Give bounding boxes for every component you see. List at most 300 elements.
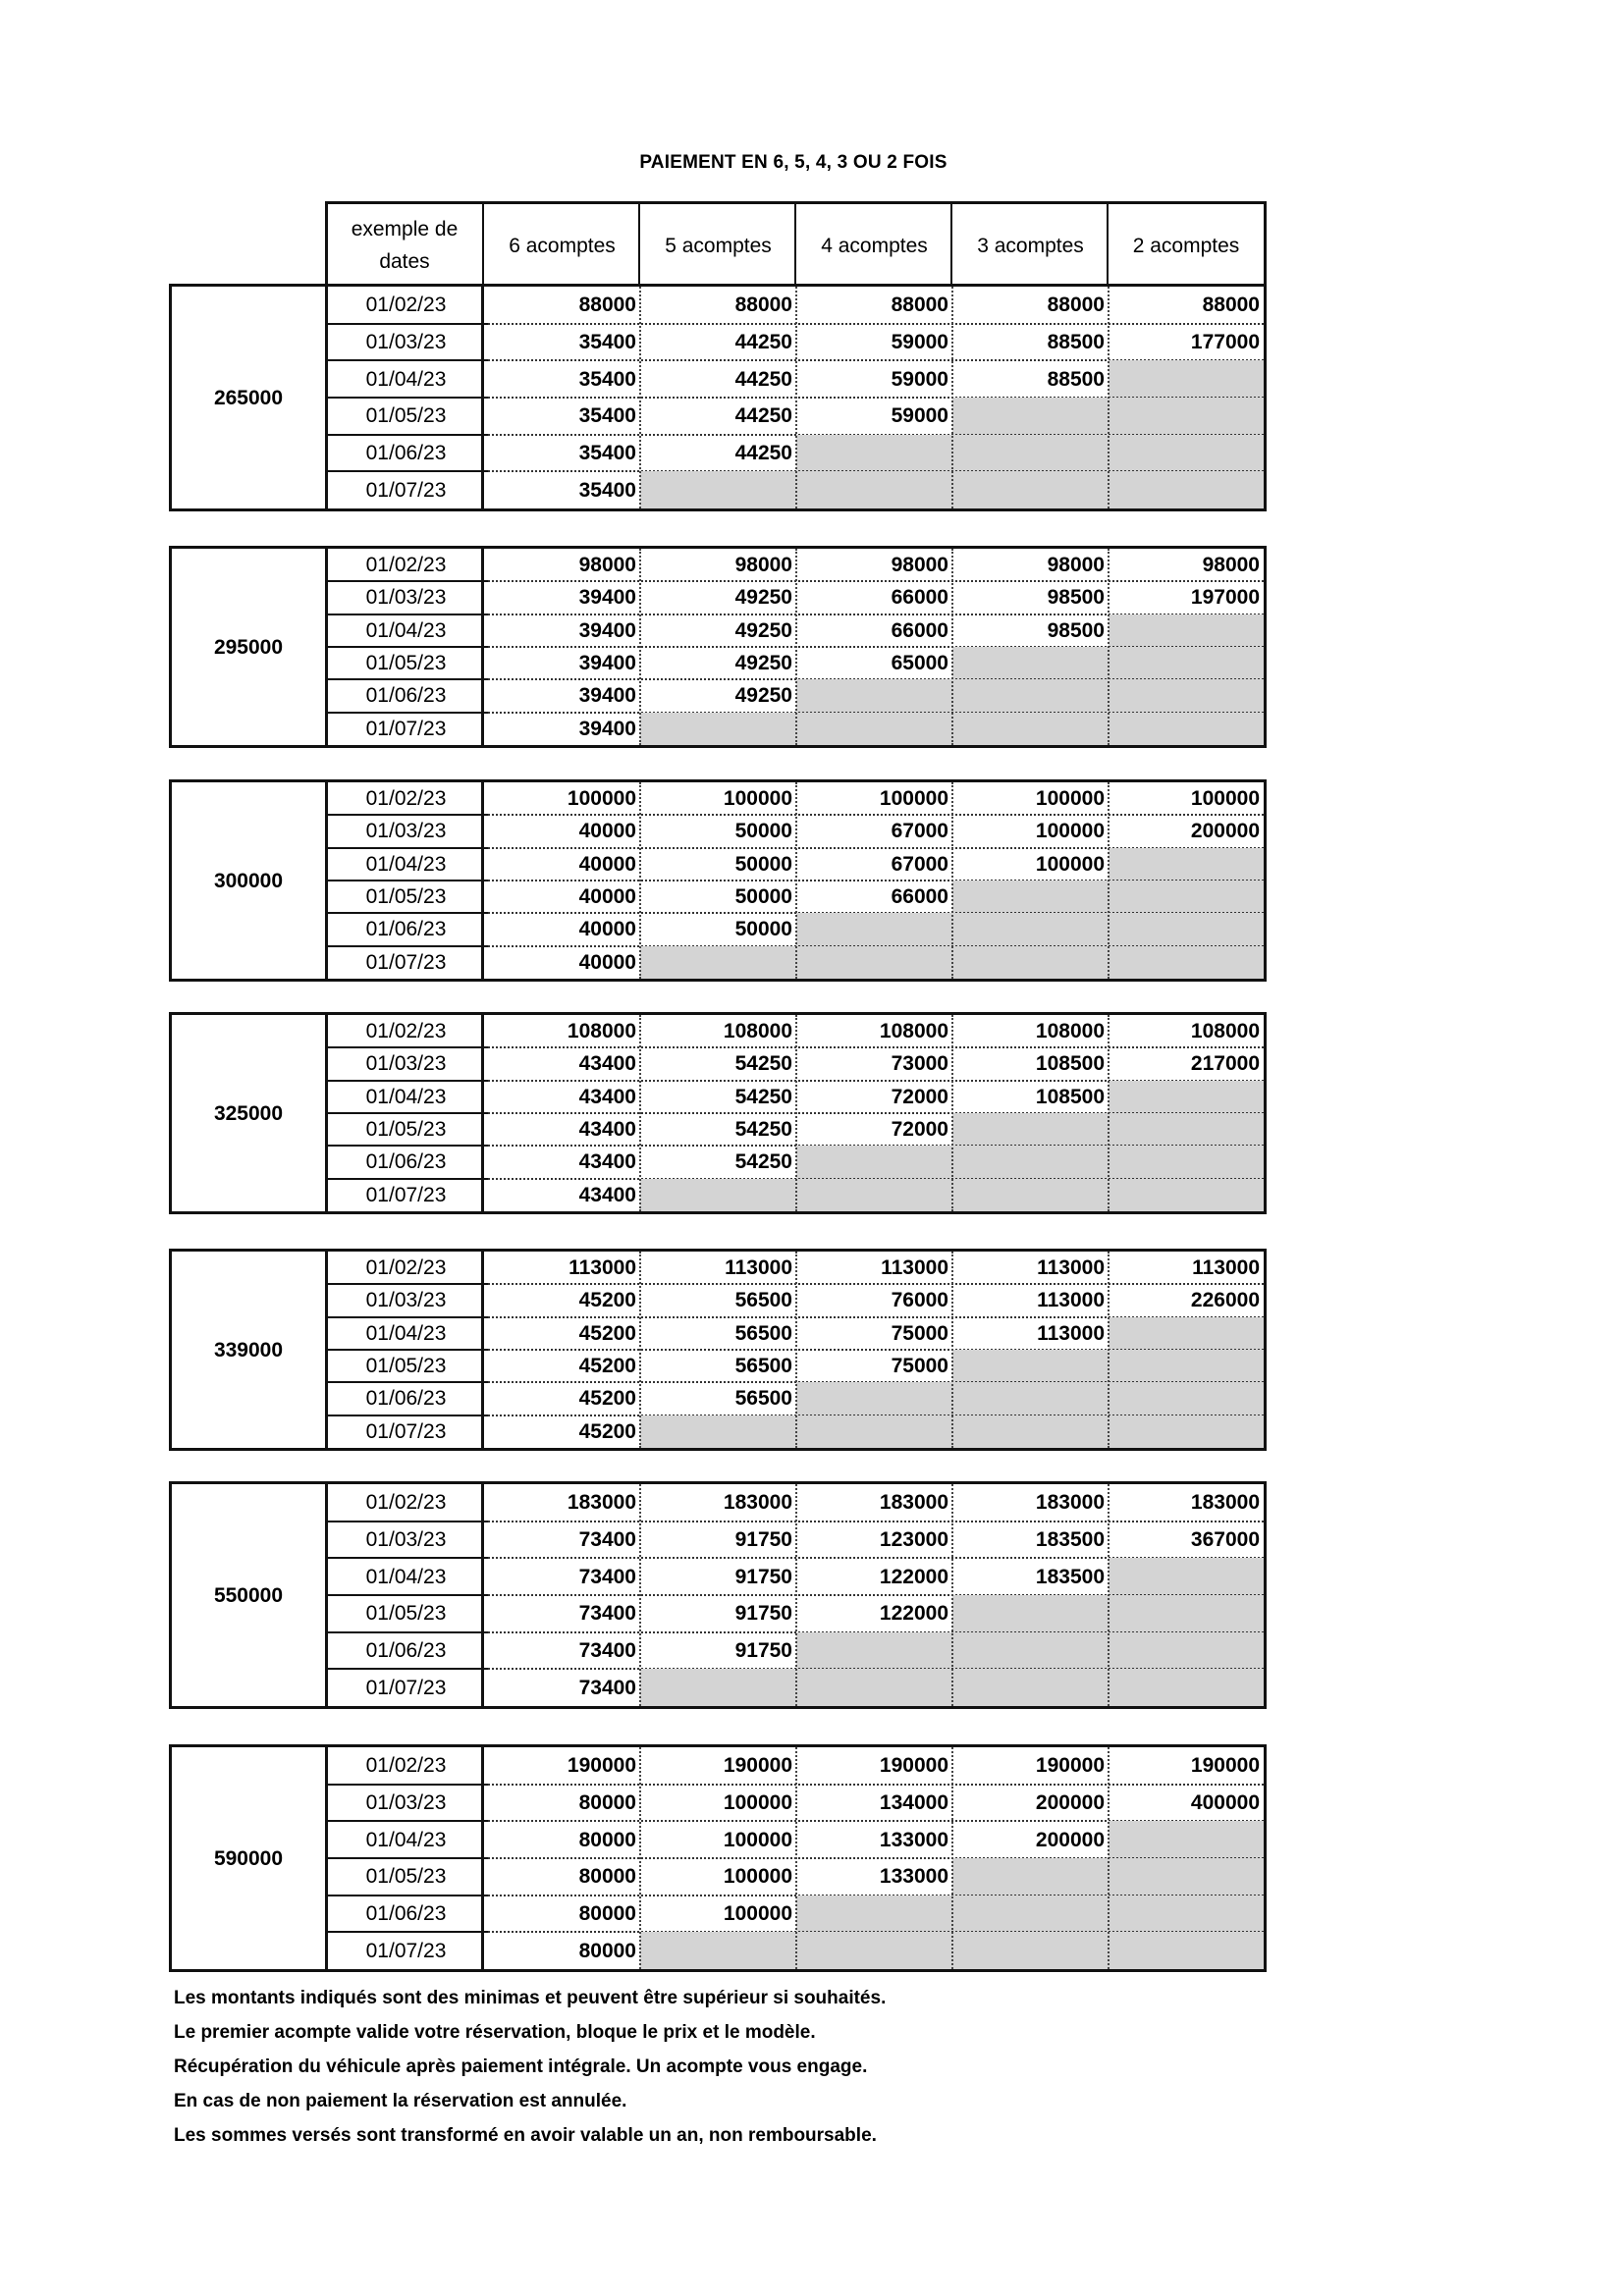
date-cell: 01/06/23	[365, 1638, 447, 1662]
column-divider	[795, 1015, 797, 1211]
installment-amount: 108500	[1035, 1085, 1105, 1108]
header-divider	[482, 204, 484, 287]
empty-cell	[1109, 1350, 1264, 1382]
date-cell: 01/06/23	[365, 1387, 447, 1411]
header-divider	[638, 204, 640, 287]
label-divider	[325, 1252, 328, 1448]
date-cell: 01/07/23	[365, 1419, 447, 1443]
installment-amount: 91750	[734, 1638, 792, 1662]
date-cell: 01/04/23	[365, 1565, 447, 1588]
date-cell: 01/02/23	[365, 294, 447, 317]
installment-amount: 98000	[1047, 554, 1105, 577]
empty-cell	[1109, 1081, 1264, 1113]
table-header	[325, 201, 1267, 287]
empty-cell	[1109, 1146, 1264, 1178]
installment-amount: 44250	[734, 441, 792, 464]
installment-amount: 66000	[891, 586, 948, 610]
date-cell: 01/04/23	[365, 1828, 447, 1851]
empty-cell	[1109, 1382, 1264, 1415]
installment-amount: 200000	[1190, 820, 1260, 843]
header-date-column: exemple de dates	[351, 218, 459, 273]
label-divider	[325, 782, 328, 979]
payment-table-295000	[169, 546, 1267, 748]
page-title: PAIEMENT EN 6, 5, 4, 3 OU 2 FOIS	[639, 152, 947, 173]
empty-cell	[952, 881, 1109, 913]
column-divider	[1108, 1252, 1110, 1448]
date-cell: 01/05/23	[365, 404, 447, 428]
installment-amount: 88000	[1202, 294, 1260, 317]
installment-amount: 59000	[891, 367, 948, 391]
note-line: Les sommes versés sont transformé en avoir valable un an, non remboursable.	[174, 2125, 877, 2146]
empty-cell	[952, 1113, 1109, 1146]
date-cell: 01/04/23	[365, 1085, 447, 1108]
empty-cell	[952, 471, 1109, 508]
note-line: Le premier acompte valide votre réservation, bloque le prix et le modèle.	[174, 2022, 816, 2043]
empty-cell	[952, 1669, 1109, 1706]
empty-cell	[796, 913, 952, 945]
payment-table-590000	[169, 1744, 1267, 1972]
installment-amount: 39400	[578, 618, 636, 642]
installment-amount: 40000	[578, 885, 636, 909]
installment-amount: 73400	[578, 1638, 636, 1662]
column-divider	[951, 1252, 953, 1448]
installment-amount: 88000	[734, 294, 792, 317]
date-cell: 01/03/23	[365, 586, 447, 610]
installment-amount: 40000	[578, 852, 636, 876]
empty-cell	[1109, 1113, 1264, 1146]
installment-amount: 80000	[578, 1865, 636, 1889]
installment-amount: 39400	[578, 684, 636, 708]
date-cell: 01/06/23	[365, 684, 447, 708]
label-divider	[325, 1015, 328, 1211]
installment-amount: 56500	[734, 1321, 792, 1345]
empty-cell	[796, 946, 952, 979]
installment-amount: 133000	[879, 1865, 948, 1889]
total-amount-label: 295000	[213, 635, 284, 659]
column-divider	[1108, 287, 1110, 508]
empty-cell	[952, 679, 1109, 712]
installment-amount: 56500	[734, 1355, 792, 1378]
empty-cell	[952, 1179, 1109, 1211]
empty-cell	[640, 471, 796, 508]
installment-amount: 45200	[578, 1355, 636, 1378]
column-divider	[1108, 1484, 1110, 1706]
date-divider	[481, 782, 484, 979]
date-divider	[481, 549, 484, 745]
installment-amount: 217000	[1190, 1052, 1260, 1076]
column-divider	[951, 287, 953, 508]
installment-amount: 88500	[1047, 330, 1105, 353]
installment-amount: 113000	[1037, 1289, 1105, 1312]
installment-amount: 40000	[578, 820, 636, 843]
installment-amount: 50000	[734, 885, 792, 909]
installment-amount: 40000	[578, 918, 636, 941]
empty-cell	[952, 913, 1109, 945]
column-divider	[639, 287, 641, 508]
installment-amount: 98000	[891, 554, 948, 577]
column-divider	[795, 1252, 797, 1448]
note-line: Les montants indiqués sont des minimas et peuvent être supérieur si souhaités.	[174, 1988, 887, 2008]
installment-amount: 98000	[1202, 554, 1260, 577]
header-column-2-acomptes: 2 acomptes	[1132, 234, 1240, 257]
installment-amount: 400000	[1190, 1790, 1260, 1814]
date-cell: 01/05/23	[365, 1865, 447, 1889]
installment-amount: 43400	[578, 1085, 636, 1108]
date-cell: 01/07/23	[365, 950, 447, 974]
date-cell: 01/05/23	[365, 1118, 447, 1142]
payment-table-300000	[169, 779, 1267, 982]
total-amount-label: 265000	[213, 386, 284, 409]
installment-amount: 80000	[578, 1901, 636, 1925]
empty-cell	[1109, 647, 1264, 679]
installment-amount: 49250	[734, 586, 792, 610]
installment-amount: 100000	[723, 1901, 792, 1925]
installment-amount: 75000	[891, 1355, 948, 1378]
installment-amount: 56500	[734, 1387, 792, 1411]
installment-amount: 100000	[723, 1790, 792, 1814]
installment-amount: 91750	[734, 1602, 792, 1626]
installment-amount: 108500	[1035, 1052, 1105, 1076]
column-divider	[795, 782, 797, 979]
installment-amount: 54250	[734, 1085, 792, 1108]
date-cell: 01/03/23	[365, 1527, 447, 1551]
installment-amount: 88000	[578, 294, 636, 317]
date-cell: 01/07/23	[365, 1939, 447, 1962]
date-cell: 01/02/23	[365, 1491, 447, 1515]
date-cell: 01/07/23	[365, 478, 447, 502]
empty-cell	[1109, 1821, 1264, 1858]
installment-amount: 59000	[891, 404, 948, 428]
installment-amount: 183500	[1035, 1527, 1105, 1551]
installment-amount: 73400	[578, 1676, 636, 1699]
empty-cell	[796, 1415, 952, 1448]
header-divider	[794, 204, 796, 287]
empty-cell	[1109, 471, 1264, 508]
installment-amount: 177000	[1190, 330, 1260, 353]
empty-cell	[952, 1595, 1109, 1632]
installment-amount: 197000	[1190, 586, 1260, 610]
column-divider	[795, 549, 797, 745]
empty-cell	[1109, 946, 1264, 979]
column-divider	[639, 1252, 641, 1448]
empty-cell	[1109, 1896, 1264, 1933]
installment-amount: 73000	[891, 1052, 948, 1076]
installment-amount: 45200	[578, 1321, 636, 1345]
payment-table-550000	[169, 1481, 1267, 1709]
installment-amount: 183000	[879, 1491, 948, 1515]
installment-amount: 56500	[734, 1289, 792, 1312]
date-cell: 01/02/23	[365, 1020, 447, 1043]
installment-amount: 44250	[734, 367, 792, 391]
installment-amount: 35400	[578, 441, 636, 464]
installment-amount: 98000	[734, 554, 792, 577]
empty-cell	[952, 647, 1109, 679]
empty-cell	[640, 1932, 796, 1969]
total-amount-label: 300000	[213, 869, 284, 892]
installment-amount: 183500	[1035, 1565, 1105, 1588]
empty-cell	[1109, 881, 1264, 913]
date-cell: 01/07/23	[365, 1183, 447, 1206]
installment-amount: 190000	[1035, 1754, 1105, 1778]
empty-cell	[796, 1896, 952, 1933]
column-divider	[639, 782, 641, 979]
installment-amount: 100000	[723, 1865, 792, 1889]
installment-amount: 76000	[891, 1289, 948, 1312]
header-divider	[950, 204, 952, 287]
installment-amount: 54250	[734, 1150, 792, 1174]
installment-amount: 54250	[734, 1118, 792, 1142]
empty-cell	[952, 1350, 1109, 1382]
installment-amount: 80000	[578, 1790, 636, 1814]
installment-amount: 113000	[881, 1256, 948, 1280]
installment-amount: 67000	[891, 852, 948, 876]
installment-amount: 190000	[879, 1754, 948, 1778]
column-divider	[951, 782, 953, 979]
installment-amount: 72000	[891, 1118, 948, 1142]
date-cell: 01/03/23	[365, 820, 447, 843]
installment-amount: 190000	[567, 1754, 636, 1778]
date-cell: 01/03/23	[365, 1289, 447, 1312]
date-cell: 01/03/23	[365, 330, 447, 353]
installment-amount: 113000	[1037, 1321, 1105, 1345]
label-divider	[325, 287, 328, 508]
installment-amount: 123000	[879, 1527, 948, 1551]
installment-amount: 35400	[578, 404, 636, 428]
column-divider	[795, 287, 797, 508]
empty-cell	[640, 946, 796, 979]
installment-amount: 39400	[578, 586, 636, 610]
installment-amount: 122000	[879, 1602, 948, 1626]
header-column-5-acomptes: 5 acomptes	[665, 234, 772, 257]
installment-amount: 98500	[1047, 618, 1105, 642]
date-divider	[481, 287, 484, 508]
installment-amount: 183000	[723, 1491, 792, 1515]
empty-cell	[1109, 1932, 1264, 1969]
installment-amount: 49250	[734, 618, 792, 642]
label-divider	[325, 549, 328, 745]
date-cell: 01/03/23	[365, 1052, 447, 1076]
installment-amount: 88000	[891, 294, 948, 317]
installment-amount: 108000	[723, 1020, 792, 1043]
installment-amount: 100000	[1035, 820, 1105, 843]
installment-amount: 190000	[1190, 1754, 1260, 1778]
empty-cell	[640, 713, 796, 745]
installment-amount: 113000	[568, 1256, 636, 1280]
date-cell: 01/04/23	[365, 852, 447, 876]
empty-cell	[952, 1415, 1109, 1448]
date-cell: 01/04/23	[365, 1321, 447, 1345]
column-divider	[1108, 549, 1110, 745]
installment-amount: 35400	[578, 367, 636, 391]
installment-amount: 108000	[567, 1020, 636, 1043]
installment-amount: 200000	[1035, 1790, 1105, 1814]
empty-cell	[952, 713, 1109, 745]
empty-cell	[796, 1632, 952, 1670]
installment-amount: 39400	[578, 652, 636, 675]
empty-cell	[1109, 1558, 1264, 1595]
payment-table-325000	[169, 1012, 1267, 1214]
empty-cell	[1109, 913, 1264, 945]
installment-amount: 108000	[1190, 1020, 1260, 1043]
installment-amount: 113000	[1192, 1256, 1260, 1280]
installment-amount: 39400	[578, 717, 636, 740]
empty-cell	[796, 1669, 952, 1706]
empty-cell	[1109, 1317, 1264, 1350]
date-cell: 01/06/23	[365, 918, 447, 941]
empty-cell	[1109, 360, 1264, 398]
date-cell: 01/05/23	[365, 1355, 447, 1378]
header-column-6-acomptes: 6 acomptes	[509, 234, 616, 257]
installment-amount: 190000	[723, 1754, 792, 1778]
installment-amount: 73400	[578, 1527, 636, 1551]
empty-cell	[1109, 679, 1264, 712]
empty-cell	[1109, 614, 1264, 647]
installment-amount: 100000	[1035, 852, 1105, 876]
installment-amount: 134000	[879, 1790, 948, 1814]
empty-cell	[952, 398, 1109, 435]
empty-cell	[796, 1146, 952, 1178]
installment-amount: 59000	[891, 330, 948, 353]
installment-amount: 80000	[578, 1828, 636, 1851]
installment-amount: 50000	[734, 852, 792, 876]
column-divider	[951, 549, 953, 745]
empty-cell	[1109, 1632, 1264, 1670]
installment-amount: 66000	[891, 885, 948, 909]
installment-amount: 133000	[879, 1828, 948, 1851]
column-divider	[795, 1484, 797, 1706]
empty-cell	[1109, 713, 1264, 745]
date-cell: 01/06/23	[365, 1901, 447, 1925]
empty-cell	[952, 1896, 1109, 1933]
date-divider	[481, 1747, 484, 1969]
installment-amount: 108000	[879, 1020, 948, 1043]
empty-cell	[952, 1146, 1109, 1178]
installment-amount: 183000	[567, 1491, 636, 1515]
label-divider	[325, 1747, 328, 1969]
installment-amount: 45200	[578, 1289, 636, 1312]
installment-amount: 73400	[578, 1565, 636, 1588]
date-cell: 01/05/23	[365, 885, 447, 909]
installment-amount: 98000	[578, 554, 636, 577]
total-amount-label: 590000	[213, 1846, 284, 1870]
empty-cell	[1109, 398, 1264, 435]
date-cell: 01/06/23	[365, 1150, 447, 1174]
header-column-4-acomptes: 4 acomptes	[821, 234, 928, 257]
date-cell: 01/02/23	[365, 554, 447, 577]
column-divider	[639, 1015, 641, 1211]
date-cell: 01/06/23	[365, 441, 447, 464]
column-divider	[1108, 1015, 1110, 1211]
total-amount-label: 550000	[213, 1583, 284, 1607]
empty-cell	[640, 1415, 796, 1448]
empty-cell	[796, 435, 952, 472]
column-divider	[639, 1484, 641, 1706]
column-divider	[1108, 782, 1110, 979]
installment-amount: 367000	[1190, 1527, 1260, 1551]
column-divider	[1108, 1747, 1110, 1969]
empty-cell	[1109, 1595, 1264, 1632]
installment-amount: 100000	[1190, 787, 1260, 811]
installment-amount: 43400	[578, 1118, 636, 1142]
installment-amount: 200000	[1035, 1828, 1105, 1851]
column-divider	[795, 1747, 797, 1969]
empty-cell	[952, 435, 1109, 472]
installment-amount: 183000	[1035, 1491, 1105, 1515]
column-divider	[951, 1747, 953, 1969]
installment-amount: 66000	[891, 618, 948, 642]
empty-cell	[640, 1179, 796, 1211]
empty-cell	[796, 679, 952, 712]
empty-cell	[1109, 1858, 1264, 1896]
date-cell: 01/07/23	[365, 717, 447, 740]
empty-cell	[1109, 1179, 1264, 1211]
date-divider	[481, 1484, 484, 1706]
empty-cell	[796, 471, 952, 508]
installment-amount: 73400	[578, 1602, 636, 1626]
installment-amount: 49250	[734, 652, 792, 675]
installment-amount: 43400	[578, 1183, 636, 1206]
installment-amount: 50000	[734, 820, 792, 843]
empty-cell	[1109, 435, 1264, 472]
empty-cell	[796, 1179, 952, 1211]
installment-amount: 88500	[1047, 367, 1105, 391]
label-divider	[325, 1484, 328, 1706]
installment-amount: 91750	[734, 1527, 792, 1551]
empty-cell	[1109, 1669, 1264, 1706]
installment-amount: 50000	[734, 918, 792, 941]
date-cell: 01/02/23	[365, 787, 447, 811]
installment-amount: 100000	[879, 787, 948, 811]
installment-amount: 100000	[723, 1828, 792, 1851]
installment-amount: 100000	[1035, 787, 1105, 811]
installment-amount: 49250	[734, 684, 792, 708]
installment-amount: 75000	[891, 1321, 948, 1345]
installment-amount: 108000	[1035, 1020, 1105, 1043]
installment-amount: 113000	[1037, 1256, 1105, 1280]
empty-cell	[952, 1382, 1109, 1415]
installment-amount: 67000	[891, 820, 948, 843]
installment-amount: 54250	[734, 1052, 792, 1076]
empty-cell	[796, 1382, 952, 1415]
installment-amount: 45200	[578, 1419, 636, 1443]
date-cell: 01/05/23	[365, 1602, 447, 1626]
date-divider	[481, 1015, 484, 1211]
date-cell: 01/07/23	[365, 1676, 447, 1699]
installment-amount: 43400	[578, 1052, 636, 1076]
column-divider	[639, 549, 641, 745]
empty-cell	[1109, 848, 1264, 881]
empty-cell	[796, 713, 952, 745]
empty-cell	[952, 1632, 1109, 1670]
payment-table-265000	[169, 284, 1267, 511]
note-line: Récupération du véhicule après paiement intégrale. Un acompte vous engage.	[174, 2056, 868, 2077]
date-cell: 01/02/23	[365, 1256, 447, 1280]
empty-cell	[796, 1932, 952, 1969]
column-divider	[951, 1484, 953, 1706]
empty-cell	[640, 1669, 796, 1706]
installment-amount: 91750	[734, 1565, 792, 1588]
column-divider	[951, 1015, 953, 1211]
empty-cell	[952, 1858, 1109, 1896]
date-cell: 01/05/23	[365, 652, 447, 675]
empty-cell	[952, 1932, 1109, 1969]
payment-table-339000	[169, 1249, 1267, 1451]
installment-amount: 44250	[734, 330, 792, 353]
date-cell: 01/04/23	[365, 618, 447, 642]
installment-amount: 226000	[1190, 1289, 1260, 1312]
installment-amount: 35400	[578, 478, 636, 502]
installment-amount: 43400	[578, 1150, 636, 1174]
